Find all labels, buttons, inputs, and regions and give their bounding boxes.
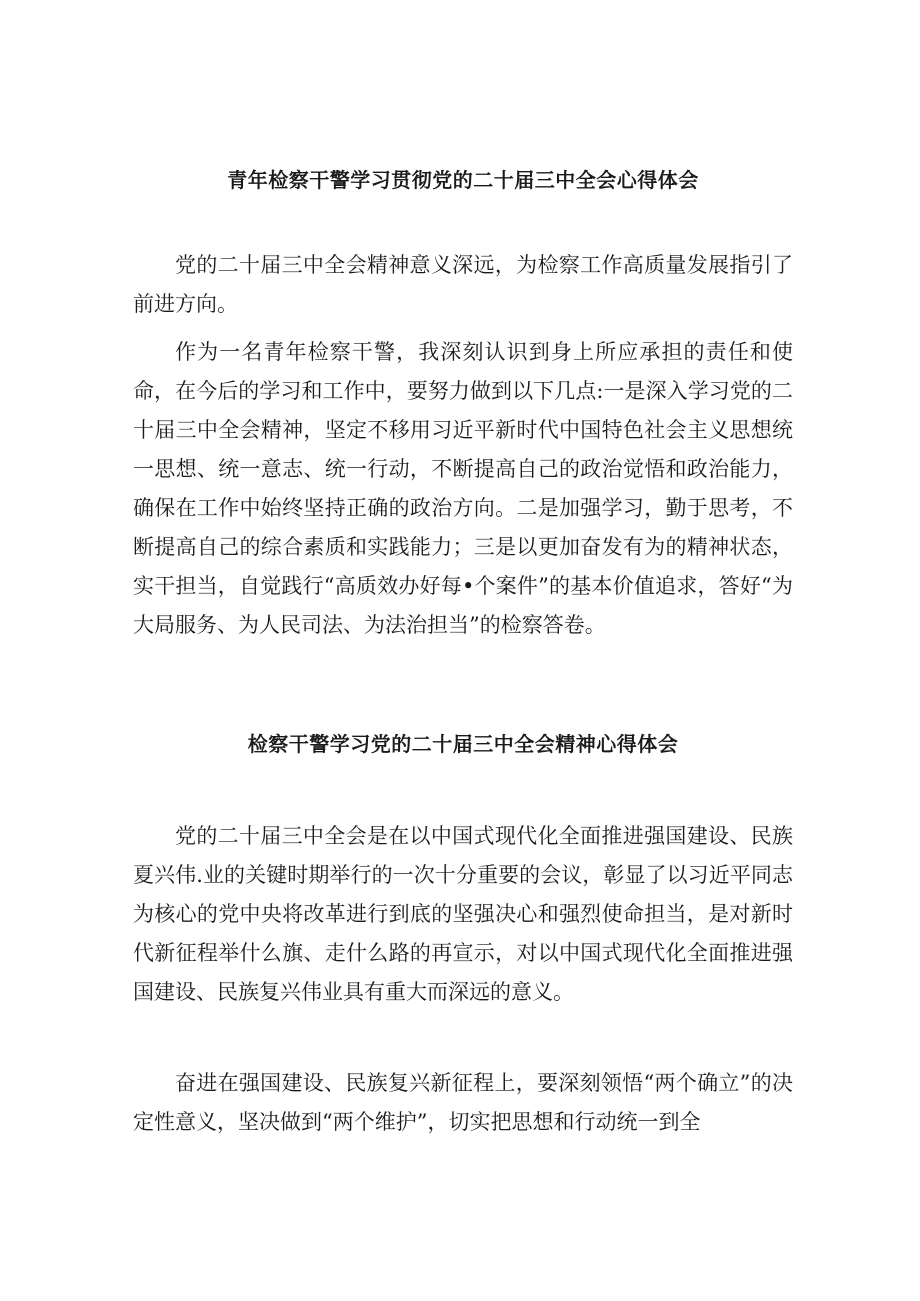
section-2	[133, 730, 793, 758]
section-1-body	[133, 246, 793, 645]
section-2-body	[133, 817, 793, 1142]
section-1	[133, 166, 793, 194]
section-2-title: 检察干警学习党的二十届三中全会精神心得体会	[247, 732, 679, 756]
section-1-title: 青年检察干警学习贯彻党的二十届三中全会心得体会	[227, 168, 699, 192]
section-2-paragraph-1: 党的二十届三中全会是在以中国式现代化全面推进强国建设、民族夏兴伟.业的关键时期举行的一次十分重要的会议，彰显了以习近平同志为核心的党中央将改革进行到底的坚强决心和强烈使命担当，是对新时代新征程举什么旗、走什么路的再宣示，对以中国式现代化全面推进强国建设、民族复兴伟业具有重大而深远的意义。	[133, 824, 793, 1004]
section-1-paragraph-2: 作为一名青年检察干警，我深刻认识到身上所应承担的责任和使命，在今后的学习和工作中，要努力做到以下几点:一是深入学习党的二十届三中全会精神，坚定不移用习近平新时代中国特色社会主义思想统一思想、统一意志、统一行动，不断提高自己的政治觉悟和政治能力，确保在工作中始终坚持正确的政治方向。二是加强学习，勤于思考，不断提高自己的综合素质和实践能力；三是以更加奋发有为的精神状态，实干担当，自觉践行“高质效办好每•个案件”的基本价值追求，答好“为大局服务、为人民司法、为法治担当”的检察答卷。	[133, 340, 793, 637]
section-2-paragraph-2: 奋进在强国建设、民族复兴新征程上，要深刻领悟“两个确立”的决定性意义，坚决做到“两个维护”，切实把思想和行动统一到全	[133, 1071, 793, 1134]
section-1-paragraph-1: 党的二十届三中全会精神意义深远，为检察工作高质量发展指引了前进方向。	[133, 253, 793, 316]
